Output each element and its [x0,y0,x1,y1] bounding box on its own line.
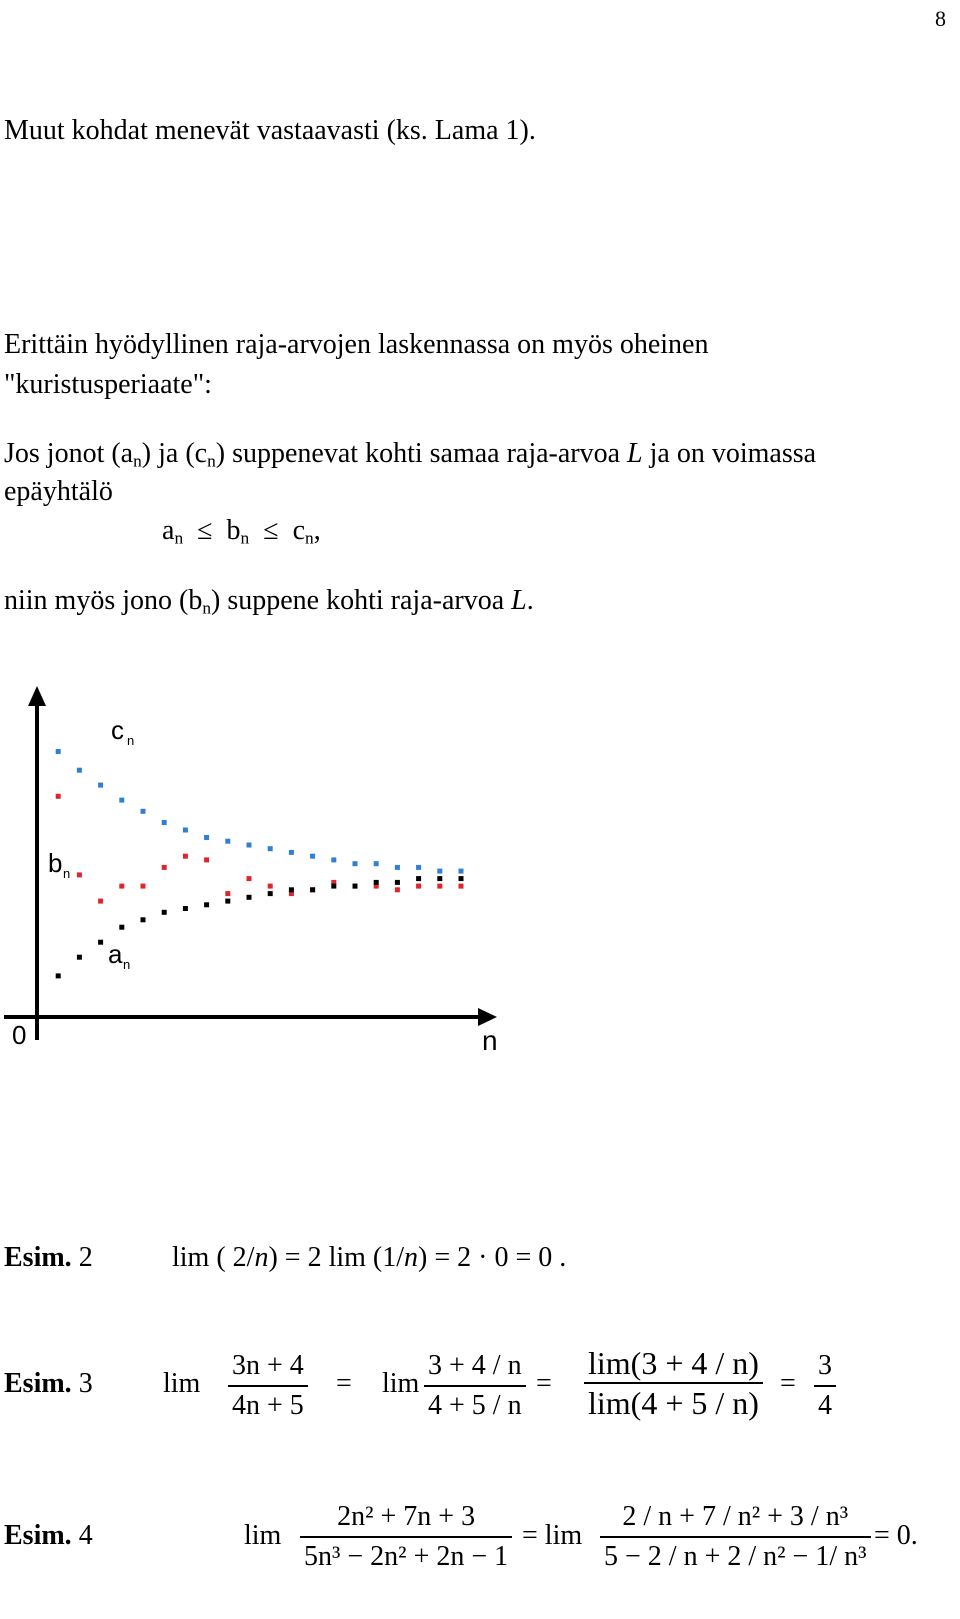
point-bn-5 [141,884,146,889]
denominator: 4 [814,1385,836,1423]
point-an-3 [98,940,103,945]
period: . [526,585,534,616]
numerator: lim(3 + 4 / n) [588,1345,759,1381]
squeeze-graph [0,680,520,1070]
point-an-15 [353,884,358,889]
paragraph-2-line-1: Erittäin hyödyllinen raja-arvojen laskennassa on myös oheinen [4,329,709,360]
label-a-sub: n [123,957,131,972]
subscript: n [240,528,250,548]
esim4-fraction-1 [300,1500,512,1574]
x-axis-arrow [478,1008,497,1026]
subscript: n [174,528,184,548]
point-an-20 [459,876,464,881]
point-an-5 [141,917,146,922]
text: Jos jonot (a [4,438,134,469]
denominator: 5n³ − 2n² + 2n − 1 [300,1536,512,1574]
esim3-fraction-2 [424,1349,526,1423]
paragraph-1: Muut kohdat menevät vastaavasti (ks. Lama 1). [4,115,536,146]
subscript: n [207,451,216,471]
point-cn-5 [141,809,146,814]
text: ja on voimassa [642,438,817,469]
esim3-equals-3: = [780,1368,796,1399]
point-cn-15 [353,861,358,866]
theorem-line-1 [4,437,816,471]
var-n: n [404,1242,419,1273]
denominator: 5 − 2 / n + 2 / n² − 1/ n³ [600,1536,871,1574]
denominator: 4 + 5 / n [424,1385,526,1423]
esim4-equals-lim: = lim [522,1520,583,1551]
subscript: n [305,528,314,548]
point-bn-10 [247,876,252,881]
point-an-11 [268,891,273,896]
text: ) ja (c [141,438,208,469]
point-an-7 [183,906,188,911]
point-an-2 [77,955,82,960]
page-number: 8 [935,6,946,31]
point-bn-9 [225,891,230,896]
point-an-14 [331,884,336,889]
esim4-fraction-2 [600,1500,871,1574]
point-an-1 [56,973,61,978]
numerator: 3 [818,1350,832,1381]
var-n: n [254,1242,269,1273]
point-cn-7 [183,828,188,833]
point-an-16 [374,880,379,885]
text: ) = 2 lim (1/ [268,1242,405,1273]
point-cn-9 [225,839,230,844]
label-a: a [108,939,123,969]
point-cn-8 [204,835,209,840]
point-cn-11 [268,846,273,851]
point-cn-13 [310,854,315,859]
limit-symbol: L [627,438,643,469]
point-bn-2 [77,872,82,877]
point-bn-18 [416,884,421,889]
comma: , [313,515,321,546]
text: ) suppenevat kohti samaa raja-arvoa [215,438,628,469]
numerator: 2n² + 7n + 3 [337,1501,476,1532]
origin-label: 0 [12,1020,27,1050]
esim3-lim-1: lim [163,1368,201,1399]
esim3-equals-2: = [536,1368,552,1399]
subscript: n [202,598,212,618]
point-an-13 [310,887,315,892]
esim-number: 3 [71,1368,93,1399]
esim3-fraction-1 [228,1349,308,1423]
text: . [552,1242,567,1273]
esim2-label [4,1241,93,1275]
point-cn-6 [162,820,167,825]
y-axis-arrow [28,686,46,706]
leq-symbol: ≤ [263,515,279,546]
theorem-line-3 [4,584,534,618]
esim3-fraction-3 [584,1346,763,1420]
point-an-12 [289,887,294,892]
ineq-a: a [162,515,175,546]
point-bn-20 [459,884,464,889]
esim4-lim-1: lim [244,1520,282,1551]
point-cn-20 [459,869,464,874]
point-an-18 [416,876,421,881]
point-an-19 [437,876,442,881]
esim4-equals-result: = 0. [874,1520,918,1551]
text: niin myös jono (b [4,585,203,616]
esim-bold: Esim. [4,1368,72,1399]
point-bn-3 [98,899,103,904]
ineq-b: b [226,515,241,546]
point-bn-8 [204,857,209,862]
point-bn-11 [268,884,273,889]
esim3-label [4,1367,93,1401]
point-bn-1 [56,794,61,799]
point-cn-18 [416,865,421,870]
esim-bold: Esim. [4,1520,72,1551]
point-bn-19 [437,884,442,889]
numerator: 3 + 4 / n [428,1350,522,1381]
theorem-line-2: epäyhtälö [4,476,113,507]
point-an-10 [247,895,252,900]
denominator: 4n + 5 [228,1385,308,1423]
point-an-8 [204,902,209,907]
x-axis-label: n [482,1025,498,1056]
esim4-label [4,1519,93,1553]
leq-symbol: ≤ [197,515,213,546]
point-bn-17 [395,887,400,892]
point-cn-10 [247,843,252,848]
point-an-9 [225,899,230,904]
subscript: n [133,451,142,471]
text: lim ( 2/ [172,1242,255,1273]
esim-bold: Esim. [4,1242,72,1273]
point-cn-17 [395,865,400,870]
point-cn-4 [119,798,124,803]
esim-number: 4 [71,1520,93,1551]
esim-number: 2 [71,1242,93,1273]
text: 2 · 0 = 0 [457,1242,553,1273]
label-c-sub: n [127,733,135,748]
limit-symbol: L [511,585,527,616]
point-bn-4 [119,884,124,889]
numerator: 2 / n + 7 / n² + 3 / n³ [622,1501,849,1532]
point-cn-12 [289,850,294,855]
esim2-expression [172,1241,566,1275]
label-c: c [111,715,124,745]
point-cn-1 [56,749,61,754]
text: ) = [418,1242,458,1273]
point-cn-2 [77,768,82,773]
esim3-equals-1: = [336,1368,352,1399]
inequality [162,514,321,548]
point-bn-7 [183,854,188,859]
label-b: b [48,848,63,878]
numerator: 3n + 4 [232,1350,304,1381]
point-cn-16 [374,861,379,866]
esim3-fraction-4 [814,1349,836,1423]
point-cn-14 [331,857,336,862]
point-an-4 [119,925,124,930]
point-cn-19 [437,869,442,874]
point-an-17 [395,880,400,885]
denominator: lim(4 + 5 / n) [584,1382,763,1420]
text: ) suppene kohti raja-arvoa [211,585,512,616]
point-an-6 [162,910,167,915]
ineq-c: c [292,515,305,546]
paragraph-2-line-2: "kuristusperiaate": [4,369,212,400]
point-cn-3 [98,783,103,788]
point-bn-6 [162,865,167,870]
esim3-lim-2: lim [382,1368,420,1399]
label-b-sub: n [63,866,71,881]
